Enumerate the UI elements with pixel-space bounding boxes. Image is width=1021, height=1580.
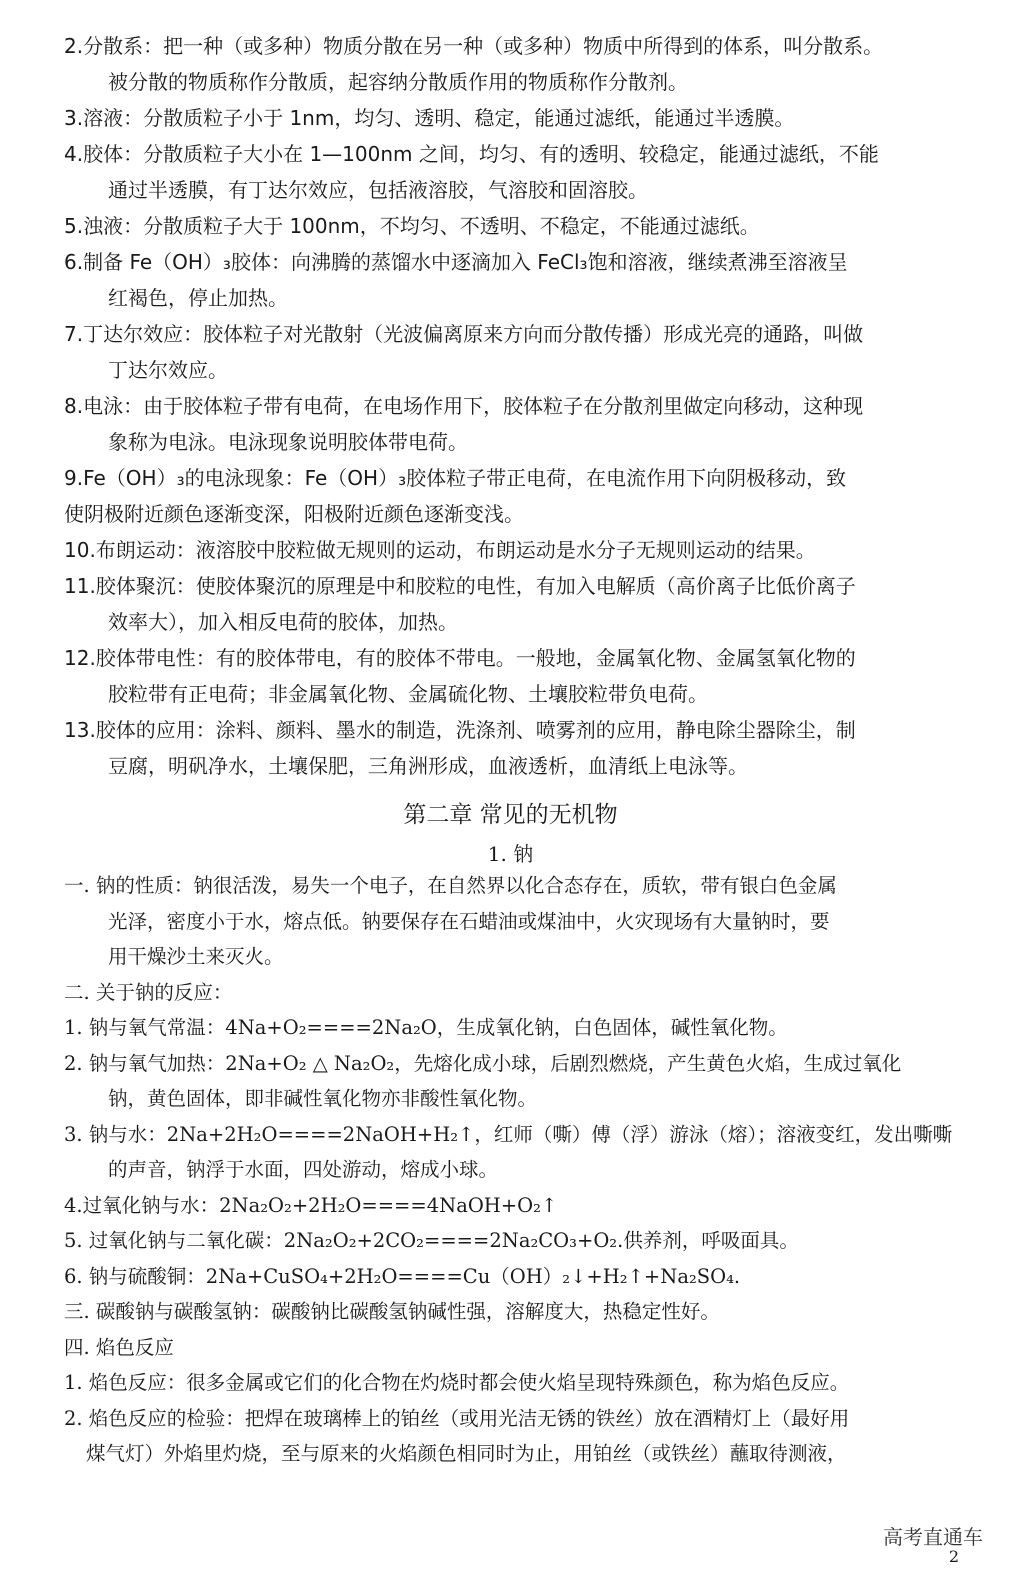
- list-item: 5.浊液：分散质粒子大于 100nm，不均匀、不透明、不稳定，不能通过滤纸。: [64, 214, 760, 238]
- text-line: 二. 关于钠的反应：: [64, 980, 233, 1004]
- list-item: 9.Fe（OH）₃的电泳现象：Fe（OH）₃胶体粒子带正电荷，在电流作用下向阴极移动，致 使阴极附近颜色逐渐变深，阳极附近颜色逐渐变浅。: [64, 466, 847, 526]
- page-number: 2: [948, 1547, 959, 1566]
- section-subtitle: 1. 钠: [487, 842, 534, 866]
- text-line: 1. 钠与氧气常温：4Na+O₂====2Na₂O，生成氧化钠，白色固体，碱性氧化物。: [64, 1016, 788, 1039]
- list-item: 7.丁达尔效应：胶体粒子对光散射（光波偏离原来方向而分散传播）形成光亮的通路，叫做 丁达尔效应。: [64, 322, 864, 382]
- text-line: 用干燥沙土来灭火。: [108, 945, 284, 968]
- text-line: 2. 焰色反应的检验：把焊在玻璃棒上的铂丝（或用光洁无锈的铁丝）放在酒精灯上（最好用: [64, 1406, 850, 1430]
- list-item: 4.胶体：分散质粒子大小在 1—100nm 之间，均匀、有的透明、较稳定，能通过滤纸，不能 通过半透膜，有丁达尔效应，包括液溶胶，气溶胶和固溶胶。: [64, 142, 879, 202]
- text-line: 的声音，钠浮于水面，四处游动，熔成小球。: [108, 1158, 499, 1181]
- text-line: 煤气灯）外焰里灼烧，至与原来的火焰颜色相同时为止，用铂丝（或铁丝）蘸取待测液，: [86, 1442, 847, 1465]
- text-line: 3. 钠与水：2Na+2H₂O====2NaOH+H₂↑，红师（嘶）傅（浮）游泳（熔）；溶液变红，发出嘶嘶: [64, 1122, 953, 1146]
- sodium-section: [64, 868, 964, 1472]
- list-item: 6.制备 Fe（OH）₃胶体：向沸腾的蒸馏水中逐滴加入 FeCl₃饱和溶液，继续煮沸至溶液呈 红褐色，停止加热。: [64, 250, 848, 310]
- text-line: 1. 焰色反应：很多金属或它们的化合物在灼烧时都会使火焰呈现特殊颜色，称为焰色反应。: [64, 1371, 850, 1394]
- list-item: 8.电泳：由于胶体粒子带有电荷，在电场作用下，胶体粒子在分散剂里做定向移动，这种现 象称为电泳。电泳现象说明胶体带电荷。: [64, 394, 864, 454]
- text-line: 一. 钠的性质：钠很活泼，易失一个电子，在自然界以化合态存在，质软，带有银白色金属: [64, 874, 837, 897]
- text-line: 钠，黄色固体，即非碱性氧化物亦非酸性氧化物。: [108, 1087, 538, 1110]
- list-item: 3.溶液：分散质粒子小于 1nm，均匀、透明、稳定，能通过滤纸，能通过半透膜。: [64, 106, 795, 130]
- text-line: 2. 钠与氧气加热：2Na+O₂ △ Na₂O₂，先熔化成小球，后剧烈燃烧，产生黄色火焰，生成过氧化: [64, 1051, 902, 1075]
- text-line: 光泽，密度小于水，熔点低。钠要保存在石蜡油或煤油中，火灾现场有大量钠时，要: [108, 909, 830, 933]
- text-line: 4.过氧化钠与水：2Na₂O₂+2H₂O====4NaOH+O₂↑: [64, 1193, 558, 1217]
- list-item: 2.分散系：把一种（或多种）物质分散在另一种（或多种）物质中所得到的体系，叫分散系。 被分散的物质称作分散质，起容纳分散质作用的物质称作分散剂。: [64, 34, 884, 94]
- list-item: 11.胶体聚沉：使胶体聚沉的原理是中和胶粒的电性，有加入电解质（高价离子比低价离子 效率大），加入相反电荷的胶体，加热。: [64, 574, 856, 634]
- watermark: 高考直通车: [883, 1525, 983, 1549]
- list-item: 13.胶体的应用：涂料、颜料、墨水的制造，洗涤剂、喷雾剂的应用，静电除尘器除尘，制 豆腐，明矾净水，土壤保肥，三角洲形成，血液透析，血清纸上电泳等。: [64, 718, 856, 778]
- colloid-section: [64, 28, 964, 784]
- text-line: 6. 钠与硫酸铜：2Na+CuSO₄+2H₂O====Cu（OH）₂↓+H₂↑+Na₂SO₄.: [64, 1264, 741, 1288]
- list-item: 10.布朗运动：液溶胶中胶粒做无规则的运动，布朗运动是水分子无规则运动的结果。: [64, 538, 816, 562]
- text-line: 四. 焰色反应: [64, 1335, 174, 1359]
- list-item: 12.胶体带电性：有的胶体带电，有的胶体不带电。一般地，金属氧化物、金属氢氧化物的 胶粒带有正电荷；非金属氧化物、金属硫化物、土壤胶粒带负电荷。: [64, 646, 856, 706]
- text-line: 5. 过氧化钠与二氧化碳：2Na₂O₂+2CO₂====2Na₂CO₃+O₂.供养剂，呼吸面具。: [64, 1229, 799, 1252]
- chapter-title: 第二章 常见的无机物: [403, 802, 618, 828]
- text-line: 三. 碳酸钠与碳酸氢钠：碳酸钠比碳酸氢钠碱性强，溶解度大，热稳定性好。: [64, 1300, 720, 1323]
